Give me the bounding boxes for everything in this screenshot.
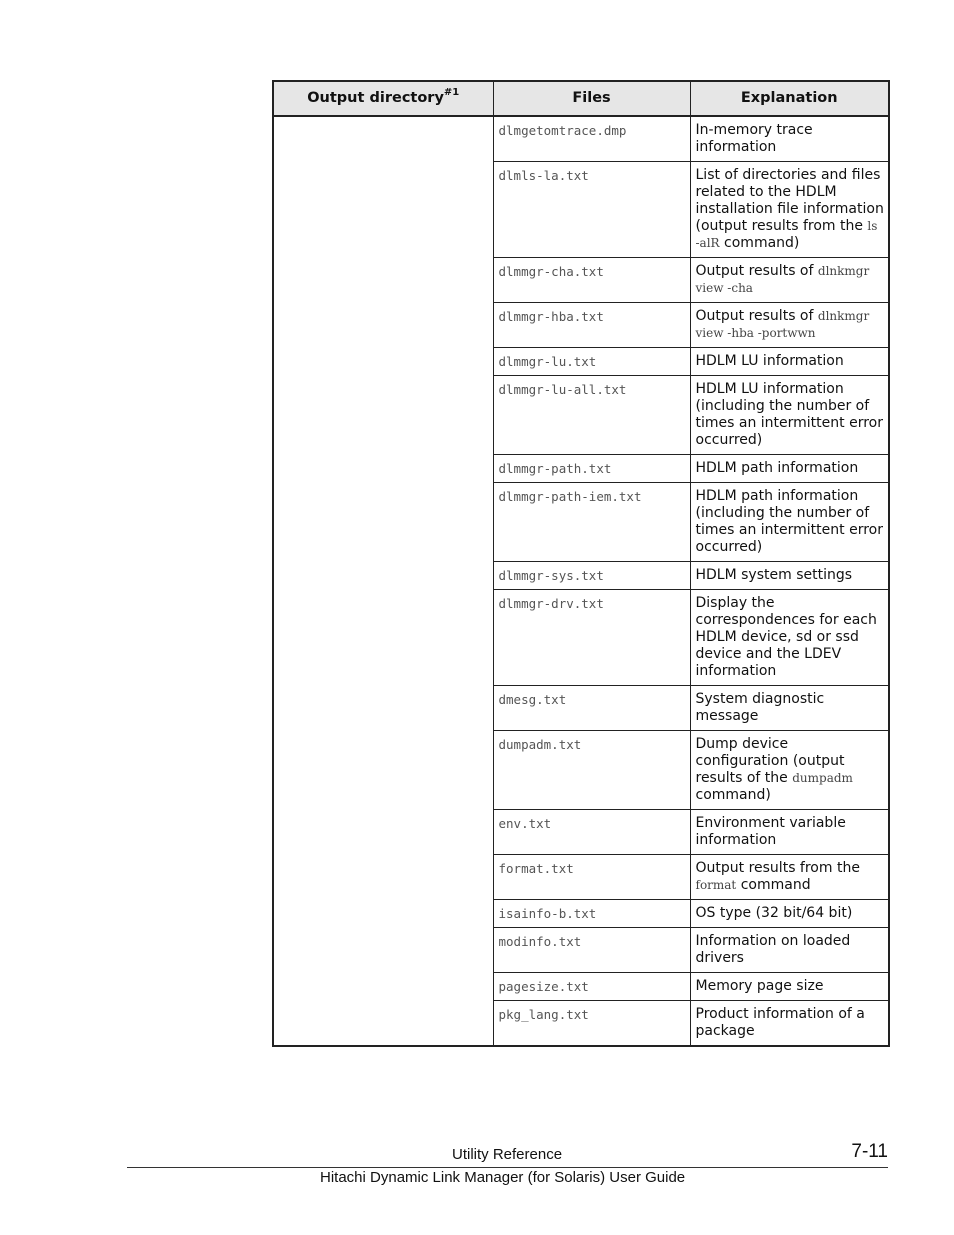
explanation-text: command) [695,787,771,803]
explanation-cell [690,455,889,483]
explanation-text: Product information of a package [695,1006,865,1039]
header-files: Files [493,81,690,116]
file-name-cell: pkg_lang.txt [493,1001,690,1047]
file-name-cell: dlmmgr-path-iem.txt [493,483,690,562]
explanation-cell [690,1001,889,1047]
explanation-text: Information on loaded drivers [695,933,851,966]
explanation-text: OS type (32 bit/64 bit) [695,905,853,921]
explanation-text: HDLM system settings [695,567,853,583]
file-name-cell: dmesg.txt [493,686,690,731]
explanation-cell [690,686,889,731]
file-name-cell: dlmmgr-hba.txt [493,303,690,348]
explanation-cell [690,590,889,686]
explanation-cell [690,116,889,162]
explanation-cell [690,731,889,810]
explanation-cell [690,348,889,376]
header-row [273,81,889,116]
table-row [273,116,889,162]
header-explanation: Explanation [690,81,889,116]
table-header [273,81,889,116]
file-name-cell: dlmmgr-sys.txt [493,562,690,590]
files-table [272,80,890,1047]
explanation-text: command) [719,235,800,251]
explanation-cell [690,258,889,303]
explanation-text: Environment variable information [695,815,846,848]
explanation-text: List of directories and files related to the HDLM installation file information (output results from the [695,167,884,234]
footer-section-title: Utility Reference [452,1146,563,1163]
explanation-cell [690,973,889,1001]
explanation-cell [690,855,889,900]
file-name-cell: format.txt [493,855,690,900]
explanation-cell [690,900,889,928]
explanation-cell [690,483,889,562]
explanation-text: HDLM path information [695,460,859,476]
explanation-text: command [736,877,811,893]
explanation-text: In-memory trace information [695,122,813,155]
command-text: dlnkmgr view -hba -portwwn [695,309,870,340]
header-output-directory-label: Output directory [307,90,444,106]
explanation-text: HDLM LU information (including the number of times an intermittent error occurred) [695,381,883,448]
command-text: format [695,878,737,892]
output-directory-cell [273,116,493,1046]
explanation-text: Dump device configuration (output results of the [695,736,845,786]
file-name-cell: dlmmgr-lu.txt [493,348,690,376]
file-name-cell: dlmmgr-cha.txt [493,258,690,303]
footer-guide-title: Hitachi Dynamic Link Manager (for Solaris) User Guide [320,1169,686,1186]
header-output-directory [273,81,493,116]
explanation-text: Output results of [695,263,818,279]
file-name-cell: pagesize.txt [493,973,690,1001]
explanation-cell [690,376,889,455]
file-name-cell: isainfo-b.txt [493,900,690,928]
explanation-text: Display the correspondences for each HDLM device, sd or ssd device and the LDEV information [695,595,877,679]
footnote-marker: #1 [443,87,460,99]
file-name-cell: dlmls-la.txt [493,162,690,258]
command-text: dlnkmgr view -cha [695,264,870,295]
explanation-text: Memory page size [695,978,824,994]
explanation-text: HDLM LU information [695,353,844,369]
command-text: dumpadm [792,771,853,785]
explanation-cell [690,562,889,590]
explanation-cell [690,928,889,973]
footer-divider [127,1167,888,1168]
explanation-cell [690,810,889,855]
explanation-text: System diagnostic message [695,691,825,724]
file-name-cell: modinfo.txt [493,928,690,973]
explanation-text: Output results from the [695,860,860,876]
file-name-cell: dlmmgr-lu-all.txt [493,376,690,455]
file-name-cell: dlmmgr-drv.txt [493,590,690,686]
file-name-cell: dlmgetomtrace.dmp [493,116,690,162]
table-body [273,116,889,1046]
explanation-cell [690,303,889,348]
explanation-cell [690,162,889,258]
page-number: 7-11 [851,1141,888,1162]
file-name-cell: dumpadm.txt [493,731,690,810]
explanation-text: Output results of [695,308,818,324]
explanation-text: HDLM path information (including the number of times an intermittent error occurred) [695,488,883,555]
file-name-cell: dlmmgr-path.txt [493,455,690,483]
file-name-cell: env.txt [493,810,690,855]
command-text: ls -alR [695,219,878,250]
